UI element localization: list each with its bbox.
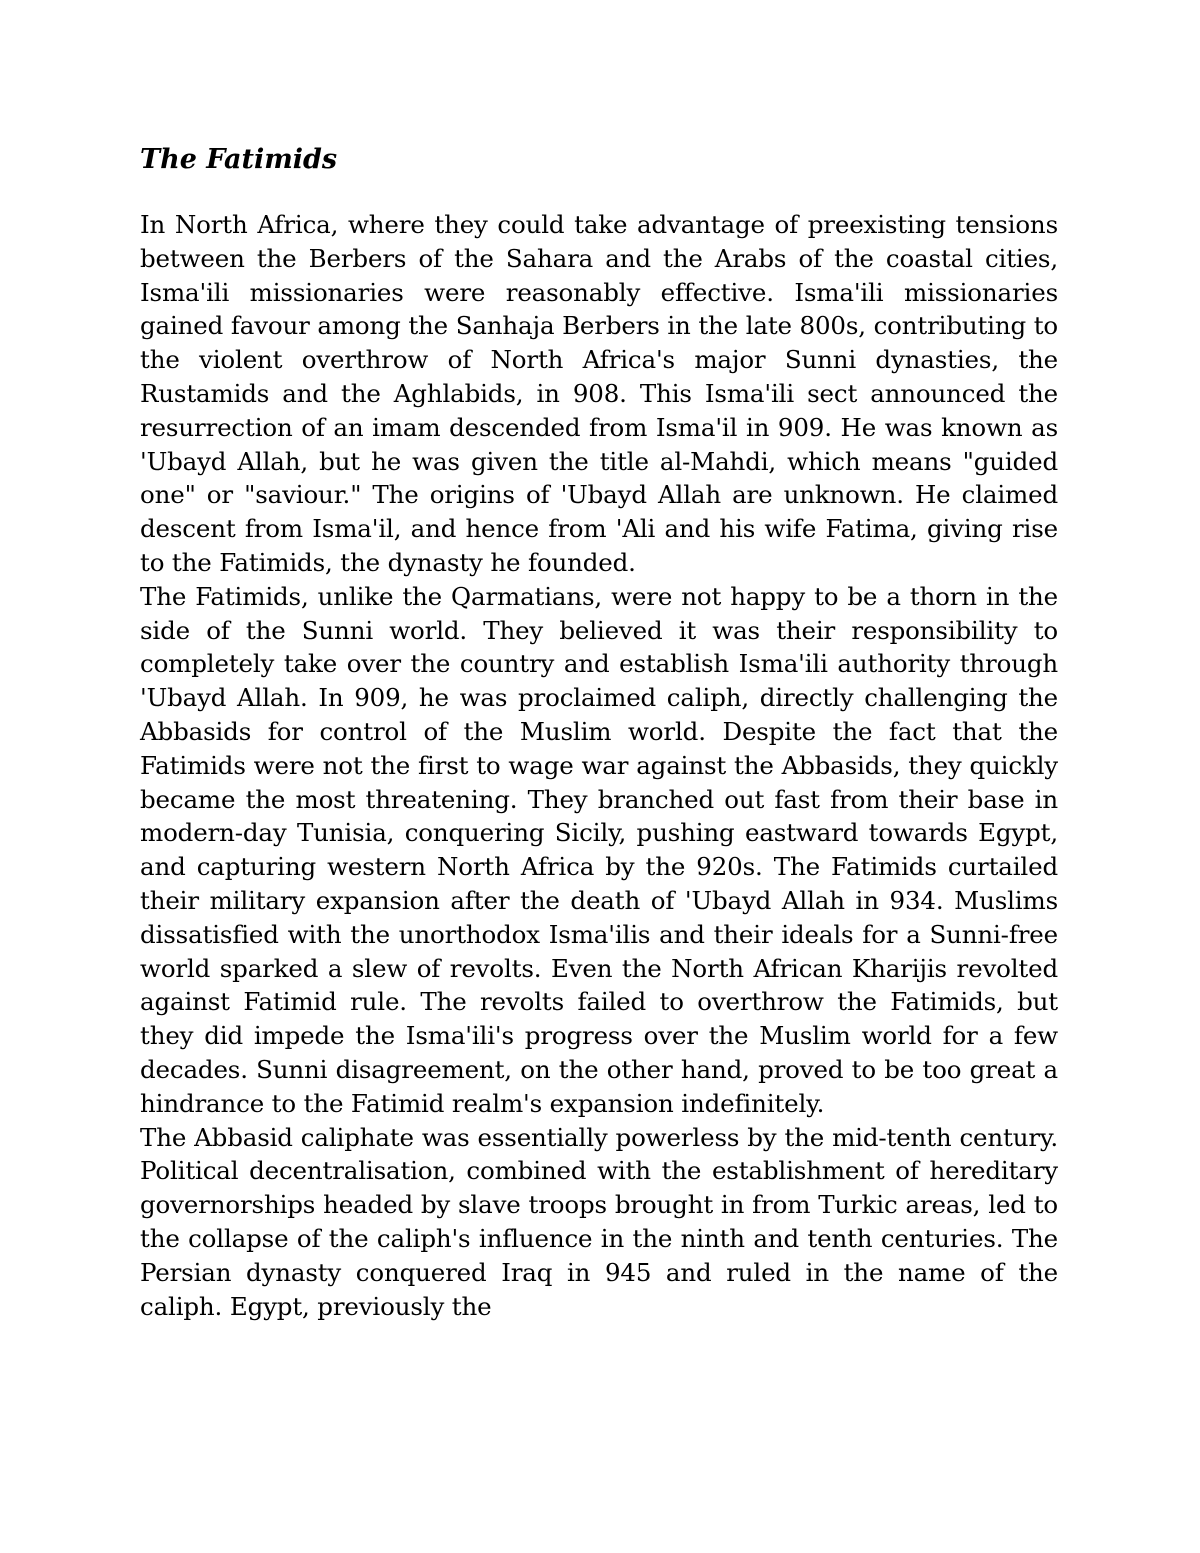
paragraph-3: The Abbasid caliphate was essentially powerless by the mid-tenth century. Political decentralisation, combined with the establishment of hereditary governorships headed by slave troops brought in from Turkic areas, led to the collapse of the caliph's influence in the ninth and tenth centuries. The Persian dynasty conquered Iraq in 945 and ruled in the name of the caliph. Egypt, previously the (140, 1122, 1058, 1321)
document-page (140, 140, 1058, 1323)
document-title: The Fatimids (140, 144, 338, 175)
paragraph-1: In North Africa, where they could take advantage of preexisting tensions between the Berbers of the Sahara and the Arabs of the coastal cities, Isma'ili missionaries were reasonably effective. Isma'ili missionaries gained favour among the Sanhaja Berbers in the late 800s, contributing to the violent overthrow of North Africa's major Sunni dynasties, the Rustamids and the Aghlabids, in 908. This Isma'ili sect announced the resurrection of an imam descended from Isma'il in 909. He was known as 'Ubayd Allah, but he was given the title al-Mahdi, which means "guided one" or "saviour." The origins of 'Ubayd Allah are unknown. He claimed descent from Isma'il, and hence from 'Ali and his wife Fatima, giving rise to the Fatimids, the dynasty he founded. (140, 210, 1058, 577)
paragraph-2: The Fatimids, unlike the Qarmatians, were not happy to be a thorn in the side of the Sunni world. They believed it was their responsibility to completely take over the country and establish Isma'ili authority through 'Ubayd Allah. In 909, he was proclaimed caliph, directly challenging the Abbasids for control of the Muslim world. Despite the fact that the Fatimids were not the first to wage war against the Abbasids, they quickly became the most threatening. They branched out fast from their base in modern-day Tunisia, conquering Sicily, pushing eastward towards Egypt, and capturing western North Africa by the 920s. The Fatimids curtailed their military expansion after the death of 'Ubayd Allah in 934. Muslims dissatisfied with the unorthodox Isma'ilis and their ideals for a Sunni-free world sparked a slew of revolts. Even the North African Kharijis revolted against Fatimid rule. The revolts failed to overthrow the Fatimids, but they did impede the Isma'ili's progress over the Muslim world for a few decades. Sunni disagreement, on the other hand, proved to be too great a hindrance to the Fatimid realm's expansion indefinitely. (140, 581, 1058, 1118)
